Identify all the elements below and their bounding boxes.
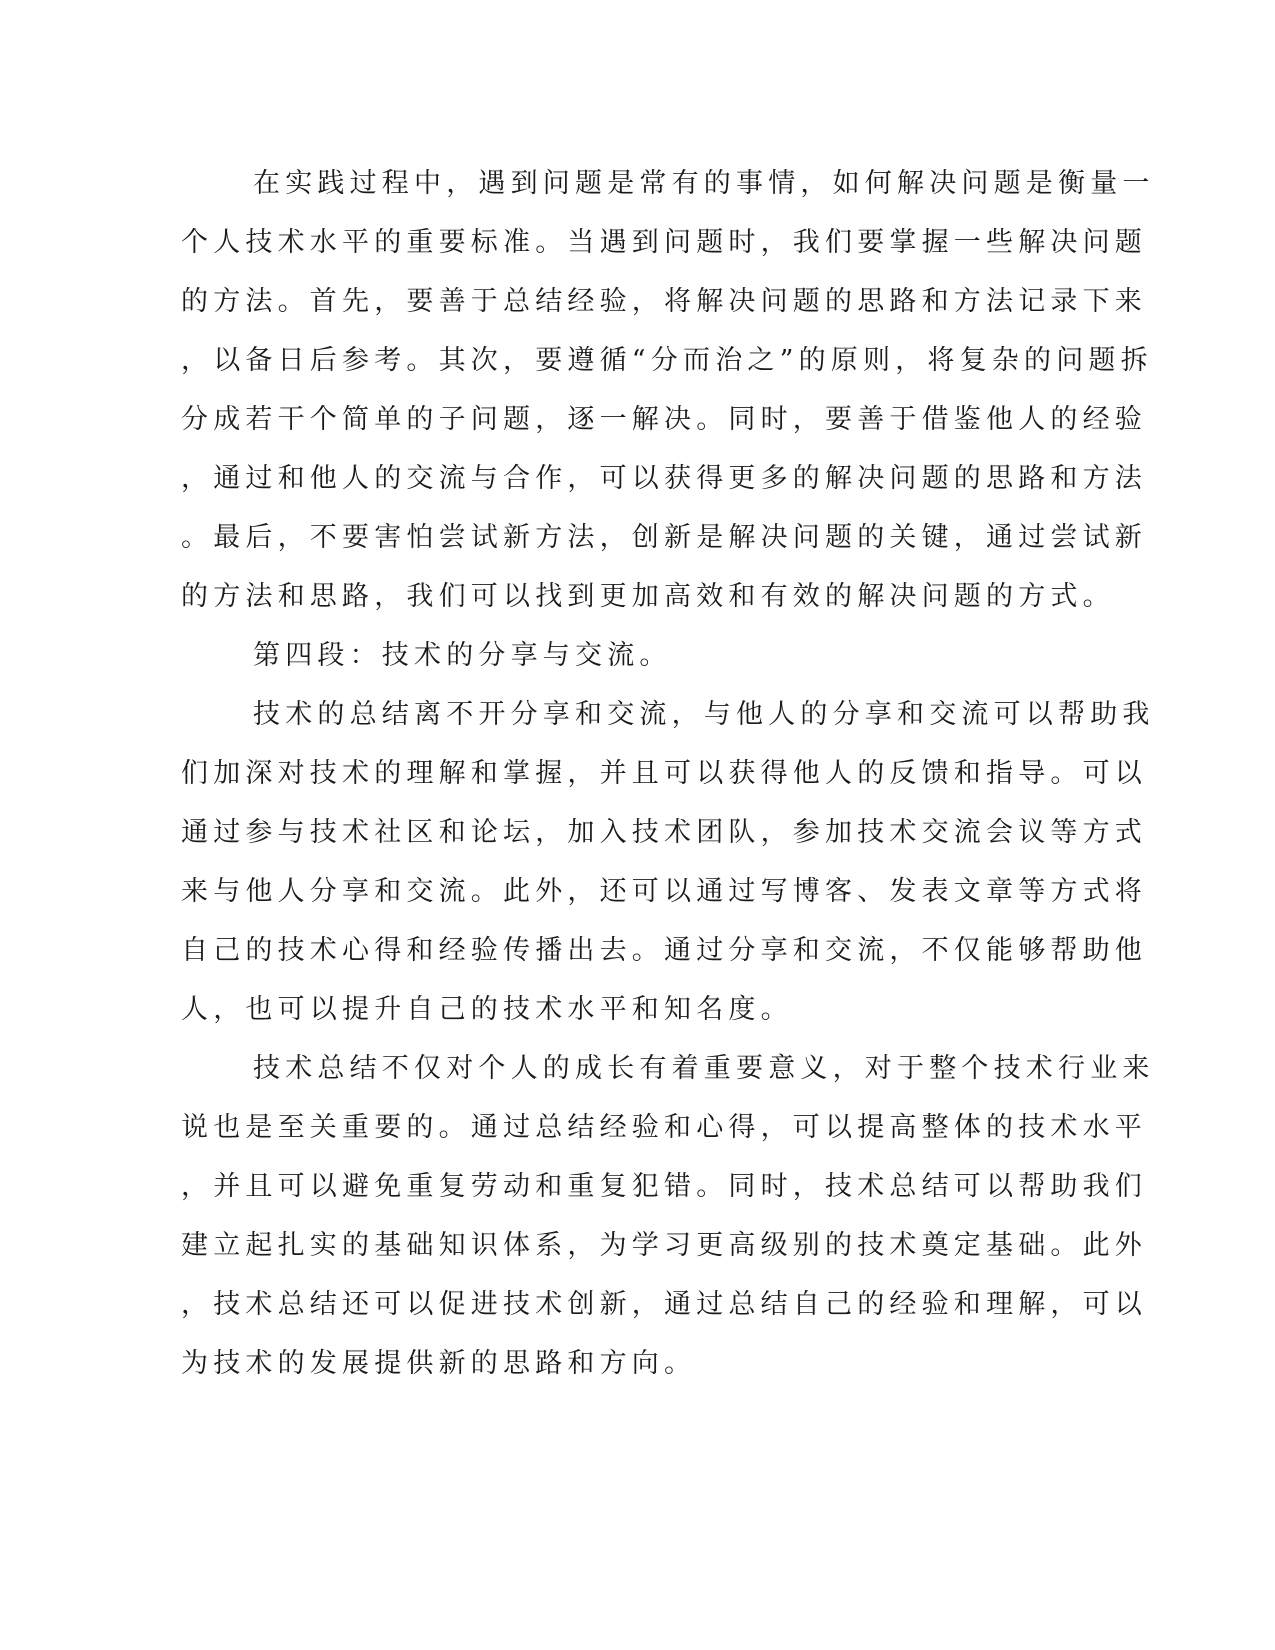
body-text xyxy=(181,154,1155,1393)
text-line: ，并且可以避免重复劳动和重复犯错。同时，技术总结可以帮助我们 xyxy=(181,1171,1147,1202)
text-line: 。最后，不要害怕尝试新方法，创新是解决问题的关键，通过尝试新 xyxy=(181,522,1147,553)
text-line: ，通过和他人的交流与合作，可以获得更多的解决问题的思路和方法 xyxy=(181,463,1147,494)
text-line: 的方法。首先，要善于总结经验，将解决问题的思路和方法记录下来 xyxy=(181,286,1147,317)
text-line: 们加深对技术的理解和掌握，并且可以获得他人的反馈和指导。可以 xyxy=(181,758,1147,789)
text-line: 人，也可以提升自己的技术水平和知名度。 xyxy=(181,994,793,1025)
text-line: 分成若干个简单的子问题，逐一解决。同时，要善于借鉴他人的经验 xyxy=(181,404,1147,435)
text-line: 自己的技术心得和经验传播出去。通过分享和交流，不仅能够帮助他 xyxy=(181,935,1147,966)
text-line: ，技术总结还可以促进技术创新，通过总结自己的经验和理解，可以 xyxy=(181,1289,1147,1320)
text-line: 为技术的发展提供新的思路和方向。 xyxy=(181,1348,697,1379)
section-heading: 第四段：技术的分享与交流。 xyxy=(253,640,672,671)
text-line: 个人技术水平的重要标准。当遇到问题时，我们要掌握一些解决问题 xyxy=(181,227,1147,258)
text-line: ，以备日后参考。其次，要遵循“分而治之”的原则，将复杂的问题拆 xyxy=(181,345,1153,376)
text-line: 在实践过程中，遇到问题是常有的事情，如何解决问题是衡量一 xyxy=(253,168,1155,199)
text-line: 通过参与技术社区和论坛，加入技术团队，参加技术交流会议等方式 xyxy=(181,817,1147,848)
text-line: 来与他人分享和交流。此外，还可以通过写博客、发表文章等方式将 xyxy=(181,876,1147,907)
text-line: 技术总结不仅对个人的成长有着重要意义，对于整个技术行业来 xyxy=(253,1053,1155,1084)
text-line: 的方法和思路，我们可以找到更加高效和有效的解决问题的方式。 xyxy=(181,581,1115,612)
text-line: 技术的总结离不开分享和交流，与他人的分享和交流可以帮助我 xyxy=(253,699,1155,730)
text-line: 说也是至关重要的。通过总结经验和心得，可以提高整体的技术水平 xyxy=(181,1112,1147,1143)
text-line: 建立起扎实的基础知识体系，为学习更高级别的技术奠定基础。此外 xyxy=(181,1230,1147,1261)
